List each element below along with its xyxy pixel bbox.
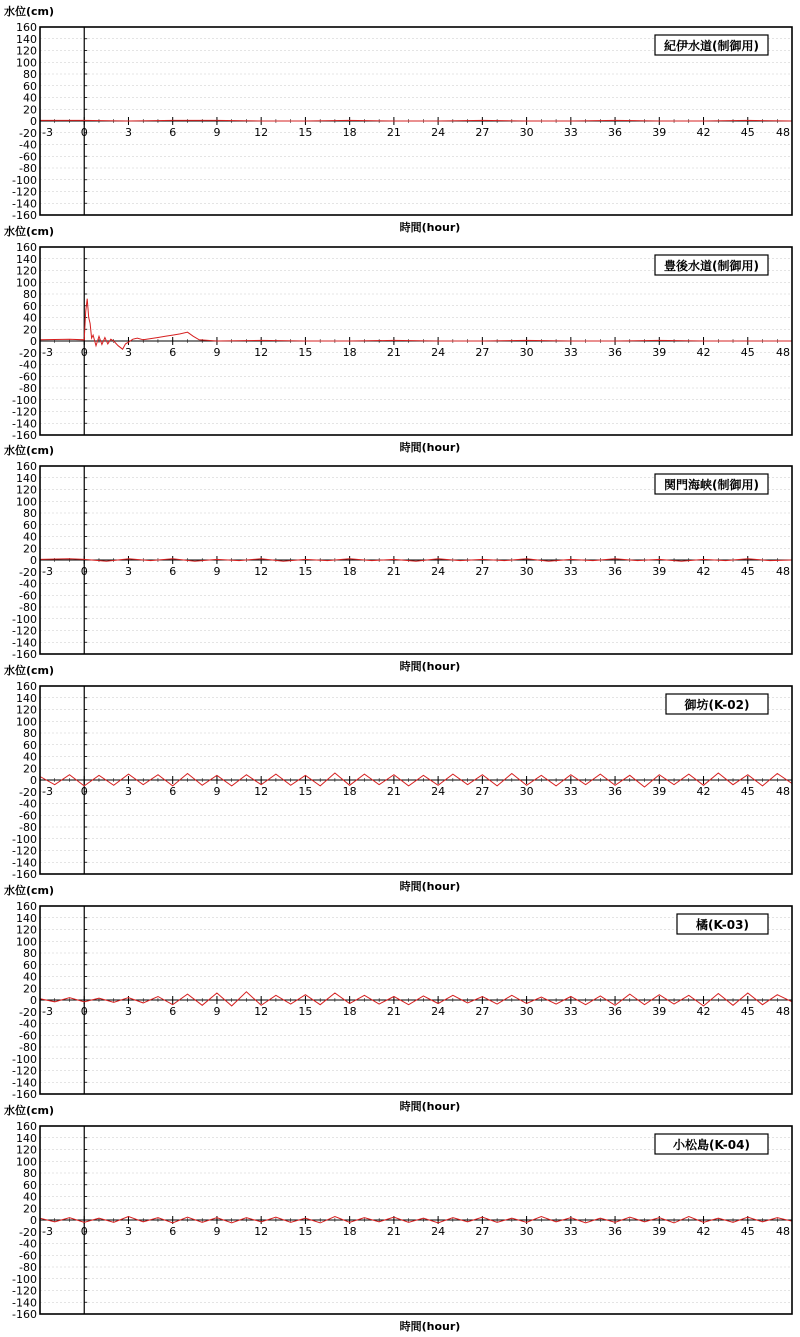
- x-tick-label: -3: [42, 1225, 53, 1238]
- x-tick-label: 6: [169, 1225, 177, 1238]
- y-tick-label: -100: [12, 1052, 37, 1066]
- y-tick-label: 0: [30, 115, 37, 128]
- y-tick-label: -60: [19, 1249, 37, 1263]
- y-axis-label: 水位(cm): [4, 1104, 55, 1117]
- chart-panel-6: [4, 1103, 792, 1333]
- x-tick-label: 27: [475, 565, 490, 578]
- y-tick-label: -20: [19, 565, 37, 579]
- x-tick-label: 27: [475, 785, 490, 798]
- x-tick-label: 18: [342, 346, 357, 359]
- x-tick-label: 15: [298, 126, 313, 139]
- x-tick-label: 0: [80, 126, 88, 139]
- y-tick-label: -140: [12, 417, 37, 431]
- chart-panel-2: [4, 224, 792, 454]
- y-tick-label: 140: [16, 252, 37, 266]
- y-tick-label: -120: [12, 405, 37, 419]
- x-tick-label: 12: [254, 1225, 269, 1238]
- x-tick-label: 21: [386, 1005, 401, 1018]
- x-tick-label: 42: [696, 785, 711, 798]
- y-tick-label: -20: [19, 1225, 37, 1239]
- chart-panel-1: [4, 4, 792, 234]
- y-tick-label: 80: [23, 68, 37, 81]
- x-tick-label: 48: [776, 785, 790, 798]
- y-tick-label: 140: [16, 911, 37, 925]
- x-tick-label: 18: [342, 126, 357, 139]
- x-tick-label: 3: [124, 126, 132, 139]
- y-tick-label: 60: [23, 299, 37, 313]
- x-tick-label: 48: [776, 126, 790, 139]
- x-tick-label: 6: [169, 1005, 177, 1018]
- x-tick-label: 33: [563, 126, 578, 139]
- y-tick-label: 120: [16, 703, 37, 717]
- x-tick-label: 36: [608, 785, 623, 798]
- x-tick-label: 15: [298, 785, 313, 798]
- y-tick-label: 0: [30, 335, 37, 348]
- y-tick-label: 160: [16, 460, 37, 473]
- x-tick-label: 45: [740, 785, 755, 798]
- x-tick-label: -3: [42, 785, 53, 798]
- y-axis-label: 水位(cm): [4, 225, 55, 238]
- y-axis-label: 水位(cm): [4, 884, 55, 897]
- y-axis-label: 水位(cm): [4, 664, 55, 677]
- x-tick-label: 6: [169, 346, 177, 359]
- x-tick-label: 3: [124, 1225, 132, 1238]
- x-tick-label: 24: [431, 785, 446, 798]
- y-tick-label: -40: [19, 1237, 37, 1251]
- x-tick-label: 9: [213, 346, 221, 359]
- y-tick-label: -160: [12, 868, 37, 881]
- x-axis-label: 時間(hour): [399, 441, 461, 454]
- x-tick-label: 3: [124, 565, 132, 578]
- x-tick-label: 9: [213, 1005, 221, 1018]
- y-tick-label: 160: [16, 1120, 37, 1133]
- x-tick-label: 0: [80, 1005, 88, 1018]
- x-tick-label: 24: [431, 346, 446, 359]
- y-tick-label: 140: [16, 1131, 37, 1145]
- x-tick-label: 45: [740, 126, 755, 139]
- x-tick-label: 42: [696, 1005, 711, 1018]
- x-tick-label: 33: [563, 1225, 578, 1238]
- y-tick-label: -140: [12, 1076, 37, 1090]
- x-tick-label: 15: [298, 1225, 313, 1238]
- x-tick-label: 45: [740, 1005, 755, 1018]
- y-tick-label: -160: [12, 429, 37, 442]
- y-tick-label: -160: [12, 1308, 37, 1321]
- station-title: 小松島(K-04): [673, 1138, 750, 1152]
- x-tick-label: 30: [519, 126, 534, 139]
- x-tick-label: 0: [80, 565, 88, 578]
- y-tick-label: 160: [16, 680, 37, 693]
- y-tick-label: -60: [19, 1029, 37, 1043]
- station-title: 関門海峡(制御用): [664, 478, 759, 492]
- x-tick-label: 12: [254, 126, 269, 139]
- y-tick-label: 0: [30, 994, 37, 1007]
- x-axis-label: 時間(hour): [399, 660, 461, 673]
- y-tick-label: 20: [23, 323, 37, 337]
- x-tick-label: 9: [213, 565, 221, 578]
- y-tick-label: -120: [12, 1284, 37, 1298]
- y-tick-label: -80: [19, 1261, 37, 1274]
- x-tick-label: 27: [475, 1225, 490, 1238]
- x-tick-label: 3: [124, 1005, 132, 1018]
- y-tick-label: 140: [16, 32, 37, 46]
- y-tick-label: 80: [23, 947, 37, 960]
- x-tick-label: 48: [776, 565, 790, 578]
- y-tick-label: 100: [16, 276, 37, 290]
- x-tick-label: 0: [80, 1225, 88, 1238]
- y-tick-label: 160: [16, 900, 37, 913]
- y-tick-label: -160: [12, 648, 37, 661]
- x-tick-label: 12: [254, 346, 269, 359]
- y-tick-label: -20: [19, 126, 37, 140]
- x-tick-label: -3: [42, 126, 53, 139]
- y-tick-label: -120: [12, 185, 37, 199]
- x-tick-label: 15: [298, 565, 313, 578]
- y-tick-label: 0: [30, 554, 37, 567]
- x-tick-label: 33: [563, 1005, 578, 1018]
- x-tick-label: -3: [42, 1005, 53, 1018]
- x-tick-label: 39: [652, 1225, 667, 1238]
- y-tick-label: 120: [16, 923, 37, 937]
- y-tick-label: -120: [12, 624, 37, 638]
- y-tick-label: 20: [23, 1202, 37, 1216]
- x-tick-label: 0: [80, 346, 88, 359]
- y-tick-label: 40: [23, 311, 37, 325]
- x-tick-label: 12: [254, 565, 269, 578]
- y-tick-label: 120: [16, 44, 37, 58]
- station-title: 橘(K-03): [696, 918, 749, 932]
- y-tick-label: 140: [16, 691, 37, 705]
- x-tick-label: 42: [696, 126, 711, 139]
- x-tick-label: 45: [740, 1225, 755, 1238]
- y-tick-label: 60: [23, 1178, 37, 1192]
- x-tick-label: 0: [80, 785, 88, 798]
- y-tick-label: 20: [23, 542, 37, 556]
- x-tick-label: 36: [608, 1225, 623, 1238]
- x-tick-label: 45: [740, 346, 755, 359]
- y-tick-label: -20: [19, 346, 37, 360]
- x-tick-label: 48: [776, 1005, 790, 1018]
- y-tick-label: 80: [23, 288, 37, 301]
- x-tick-label: 30: [519, 1005, 534, 1018]
- x-tick-label: 45: [740, 565, 755, 578]
- x-tick-label: 30: [519, 1225, 534, 1238]
- x-tick-label: 27: [475, 1005, 490, 1018]
- y-tick-label: 100: [16, 1155, 37, 1169]
- x-tick-label: 30: [519, 565, 534, 578]
- x-axis-label: 時間(hour): [399, 1320, 461, 1333]
- x-tick-label: 27: [475, 126, 490, 139]
- x-tick-label: 39: [652, 126, 667, 139]
- x-tick-label: 42: [696, 346, 711, 359]
- y-tick-label: 0: [30, 774, 37, 787]
- x-tick-label: 36: [608, 1005, 623, 1018]
- x-tick-label: 30: [519, 346, 534, 359]
- x-tick-label: 18: [342, 1005, 357, 1018]
- y-tick-label: 120: [16, 483, 37, 497]
- y-tick-label: -140: [12, 1296, 37, 1310]
- x-tick-label: 24: [431, 1005, 446, 1018]
- x-tick-label: 6: [169, 785, 177, 798]
- y-tick-label: -160: [12, 209, 37, 222]
- x-tick-label: 36: [608, 565, 623, 578]
- x-tick-label: -3: [42, 565, 53, 578]
- x-tick-label: 30: [519, 785, 534, 798]
- y-axis-label: 水位(cm): [4, 5, 55, 18]
- x-tick-label: 15: [298, 1005, 313, 1018]
- chart-panel-4: [4, 663, 792, 893]
- x-axis-label: 時間(hour): [399, 1100, 461, 1113]
- y-tick-label: 140: [16, 471, 37, 485]
- x-tick-label: 6: [169, 126, 177, 139]
- x-tick-label: 39: [652, 785, 667, 798]
- y-tick-label: 60: [23, 738, 37, 752]
- y-tick-label: 80: [23, 507, 37, 520]
- y-tick-label: -20: [19, 785, 37, 799]
- x-tick-label: 12: [254, 1005, 269, 1018]
- x-tick-label: 21: [386, 565, 401, 578]
- x-tick-label: 39: [652, 1005, 667, 1018]
- x-tick-label: 33: [563, 565, 578, 578]
- y-tick-label: 40: [23, 750, 37, 764]
- x-tick-label: 24: [431, 1225, 446, 1238]
- y-tick-label: -80: [19, 382, 37, 395]
- y-tick-label: -140: [12, 856, 37, 870]
- y-tick-label: 100: [16, 715, 37, 729]
- y-tick-label: -60: [19, 589, 37, 603]
- x-tick-label: 24: [431, 565, 446, 578]
- x-axis-label: 時間(hour): [399, 221, 461, 234]
- y-tick-label: 0: [30, 1214, 37, 1227]
- chart-panel-3: [4, 443, 792, 673]
- x-axis-label: 時間(hour): [399, 880, 461, 893]
- y-tick-label: 100: [16, 935, 37, 949]
- y-tick-label: 60: [23, 79, 37, 93]
- x-tick-label: 39: [652, 565, 667, 578]
- y-tick-label: -100: [12, 832, 37, 846]
- y-tick-label: 160: [16, 21, 37, 34]
- y-tick-label: 80: [23, 727, 37, 740]
- y-tick-label: 40: [23, 1190, 37, 1204]
- x-tick-label: 3: [124, 346, 132, 359]
- y-tick-label: -60: [19, 150, 37, 164]
- y-tick-label: -140: [12, 636, 37, 650]
- x-tick-label: 21: [386, 1225, 401, 1238]
- y-tick-label: 40: [23, 91, 37, 105]
- y-tick-label: 120: [16, 1143, 37, 1157]
- x-tick-label: 27: [475, 346, 490, 359]
- y-tick-label: -160: [12, 1088, 37, 1101]
- y-tick-label: -100: [12, 393, 37, 407]
- y-tick-label: 60: [23, 518, 37, 532]
- y-tick-label: -80: [19, 162, 37, 175]
- x-tick-label: 15: [298, 346, 313, 359]
- y-tick-label: -100: [12, 1272, 37, 1286]
- y-tick-label: -20: [19, 1005, 37, 1019]
- y-tick-label: -80: [19, 821, 37, 834]
- y-tick-label: 80: [23, 1167, 37, 1180]
- x-tick-label: 36: [608, 346, 623, 359]
- x-tick-label: 42: [696, 1225, 711, 1238]
- x-tick-label: 21: [386, 346, 401, 359]
- x-tick-label: 21: [386, 126, 401, 139]
- x-tick-label: 3: [124, 785, 132, 798]
- x-tick-label: -3: [42, 346, 53, 359]
- y-tick-label: -40: [19, 577, 37, 591]
- y-tick-label: -40: [19, 1017, 37, 1031]
- y-tick-label: -40: [19, 797, 37, 811]
- y-tick-label: 120: [16, 264, 37, 278]
- y-tick-label: -100: [12, 612, 37, 626]
- x-tick-label: 9: [213, 1225, 221, 1238]
- x-tick-label: 9: [213, 126, 221, 139]
- y-tick-label: 40: [23, 970, 37, 984]
- y-tick-label: 160: [16, 241, 37, 254]
- y-tick-label: -60: [19, 370, 37, 384]
- x-tick-label: 42: [696, 565, 711, 578]
- chart-panel-5: [4, 883, 792, 1113]
- y-tick-label: 100: [16, 56, 37, 70]
- x-tick-label: 18: [342, 565, 357, 578]
- y-axis-label: 水位(cm): [4, 444, 55, 457]
- y-tick-label: 20: [23, 762, 37, 776]
- x-tick-label: 18: [342, 785, 357, 798]
- y-tick-label: 20: [23, 103, 37, 117]
- x-tick-label: 48: [776, 1225, 790, 1238]
- y-tick-label: -120: [12, 844, 37, 858]
- x-tick-label: 24: [431, 126, 446, 139]
- y-tick-label: -80: [19, 1041, 37, 1054]
- x-tick-label: 33: [563, 346, 578, 359]
- x-tick-label: 21: [386, 785, 401, 798]
- y-tick-label: -140: [12, 197, 37, 211]
- x-tick-label: 12: [254, 785, 269, 798]
- station-title: 紀伊水道(制御用): [664, 39, 759, 53]
- y-tick-label: 100: [16, 495, 37, 509]
- station-title: 豊後水道(制御用): [664, 259, 759, 273]
- y-tick-label: -100: [12, 173, 37, 187]
- y-tick-label: 60: [23, 958, 37, 972]
- y-tick-label: -40: [19, 138, 37, 152]
- y-tick-label: 40: [23, 530, 37, 544]
- x-tick-label: 36: [608, 126, 623, 139]
- y-tick-label: 20: [23, 982, 37, 996]
- y-tick-label: -80: [19, 601, 37, 614]
- x-tick-label: 39: [652, 346, 667, 359]
- station-title: 御坊(K-02): [684, 698, 750, 712]
- x-tick-label: 6: [169, 565, 177, 578]
- y-tick-label: -120: [12, 1064, 37, 1078]
- x-tick-label: 18: [342, 1225, 357, 1238]
- x-tick-label: 33: [563, 785, 578, 798]
- y-tick-label: -40: [19, 358, 37, 372]
- y-tick-label: -60: [19, 809, 37, 823]
- x-tick-label: 48: [776, 346, 790, 359]
- x-tick-label: 9: [213, 785, 221, 798]
